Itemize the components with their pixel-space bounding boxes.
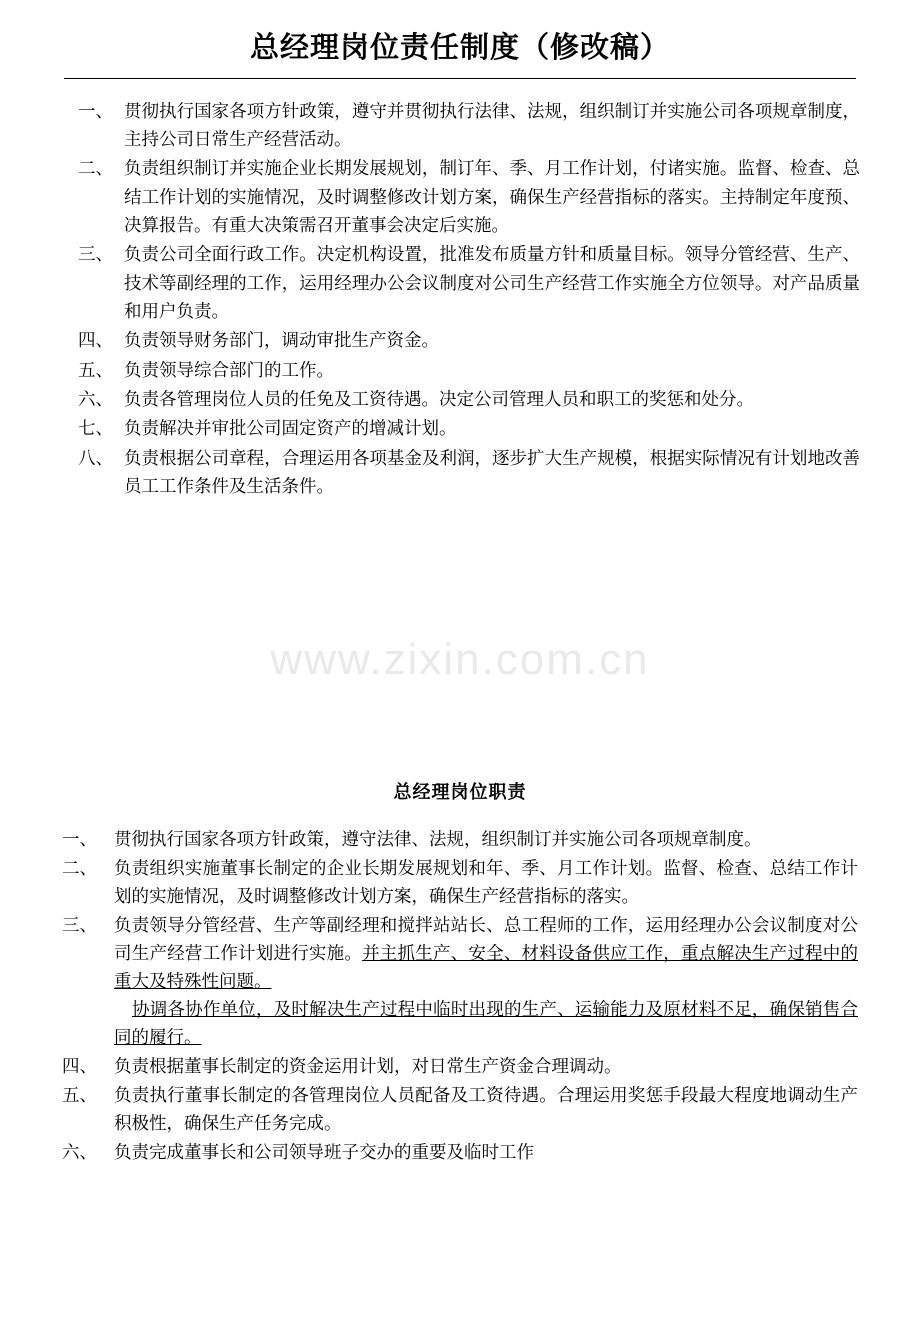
list-item-text: 负责领导综合部门的工作。 (124, 359, 334, 380)
list-item-text: 负责组织实施董事长制定的企业长期发展规划和年、季、月工作计划。监督、检查、总结工作计划的实施情况，及时调整修改计划方案，确保生产经营指标的落实。 (114, 858, 858, 906)
list-item-text: 负责执行董事长制定的各管理岗位人员配备及工资待遇。合理运用奖惩手段最大程度地调动生产积极性，确保生产任务完成。 (114, 1085, 858, 1133)
watermark: www.zixin.com.cn (270, 635, 650, 684)
list-item (62, 1138, 858, 1166)
list-item-text-underlined-2: 协调各协作单位，及时解决生产过程中临时出现的生产、运输能力及原材料不足，确保销售合同的履行。 (114, 999, 858, 1047)
list-item-text-underlined-1: 并主抓生产、安全、材料设备供应工作，重点解决生产过程中的重大及特殊性问题。 (114, 943, 859, 991)
list-item (78, 240, 860, 325)
list-item-text: 贯彻执行国家各项方针政策，遵守法律、法规，组织制订并实施公司各项规章制度。 (114, 829, 762, 849)
list-item-number: 六、 (78, 389, 113, 410)
list-item (78, 444, 860, 501)
section-title: 总经理岗位职责 (393, 782, 527, 802)
list-item (78, 385, 860, 413)
list-item (78, 97, 860, 154)
list-item (62, 911, 858, 1051)
list-item-number: 三、 (78, 244, 113, 265)
list-item-number: 一、 (62, 829, 97, 849)
list-item (62, 825, 858, 853)
list-item (78, 414, 860, 442)
document-page (0, 30, 920, 1332)
duties-list (62, 825, 858, 1167)
list-item-number: 二、 (78, 158, 113, 179)
list-item-number: 四、 (62, 1056, 97, 1076)
list-item (78, 356, 860, 384)
list-item (78, 326, 860, 354)
list-item-text: 负责组织制订并实施企业长期发展规划，制订年、季、月工作计划，付诸实施。监督、检查、总结工作计划的实施情况，及时调整修改计划方案，确保生产经营指标的落实。主持制定年度预、决算报告。有重大决策需召开董事会决定后实施。 (124, 158, 860, 236)
responsibility-system-list (78, 97, 860, 501)
list-item (62, 1081, 858, 1137)
list-item-number: 五、 (62, 1085, 97, 1105)
list-item-text: 贯彻执行国家各项方针政策，遵守并贯彻执行法律、法规，组织制订并实施公司各项规章制度，主持公司日常生产经营活动。 (124, 100, 860, 150)
list-item-text: 负责公司全面行政工作。决定机构设置，批准发布质量方针和质量目标。领导分管经营、生产、技术等副经理的工作，运用经理办公会议制度对公司生产经营工作实施全方位领导。对产品质量和用户负责。 (124, 244, 860, 322)
list-item (78, 154, 860, 239)
page-title: 总经理岗位责任制度（修改稿） (249, 32, 670, 64)
list-item (62, 854, 858, 910)
list-item-number: 七、 (78, 418, 113, 439)
list-item-number: 六、 (62, 1142, 97, 1162)
list-item-text: 负责完成董事长和公司领导班子交办的重要及临时工作 (114, 1142, 534, 1162)
list-item (62, 1052, 858, 1080)
list-item-text (114, 911, 858, 1051)
list-item-number: 四、 (78, 330, 113, 351)
list-item-text: 负责领导财务部门，调动审批生产资金。 (124, 330, 439, 351)
list-item-number: 一、 (78, 100, 113, 121)
list-item-number: 五、 (78, 359, 113, 380)
list-item-text: 负责根据董事长制定的资金运用计划，对日常生产资金合理调动。 (114, 1056, 622, 1076)
list-item-number: 二、 (62, 858, 97, 878)
title-divider (64, 78, 856, 79)
list-item-text: 负责根据公司章程，合理运用各项基金及利润，逐步扩大生产规模，根据实际情况有计划地改善员工工作条件及生活条件。 (124, 447, 860, 497)
list-item-text: 负责各管理岗位人员的任免及工资待遇。决定公司管理人员和职工的奖惩和处分。 (124, 389, 754, 410)
list-item-text: 负责解决并审批公司固定资产的增减计划。 (124, 418, 457, 439)
list-item-text-plain: 负责领导分管经营、生产等副经理和搅拌站站长、总工程师的工作，运用经理办公会议制度对公司生产经营工作计划进行实施。 (114, 915, 858, 963)
list-item-number: 八、 (78, 447, 113, 468)
list-item-number: 三、 (62, 915, 97, 935)
